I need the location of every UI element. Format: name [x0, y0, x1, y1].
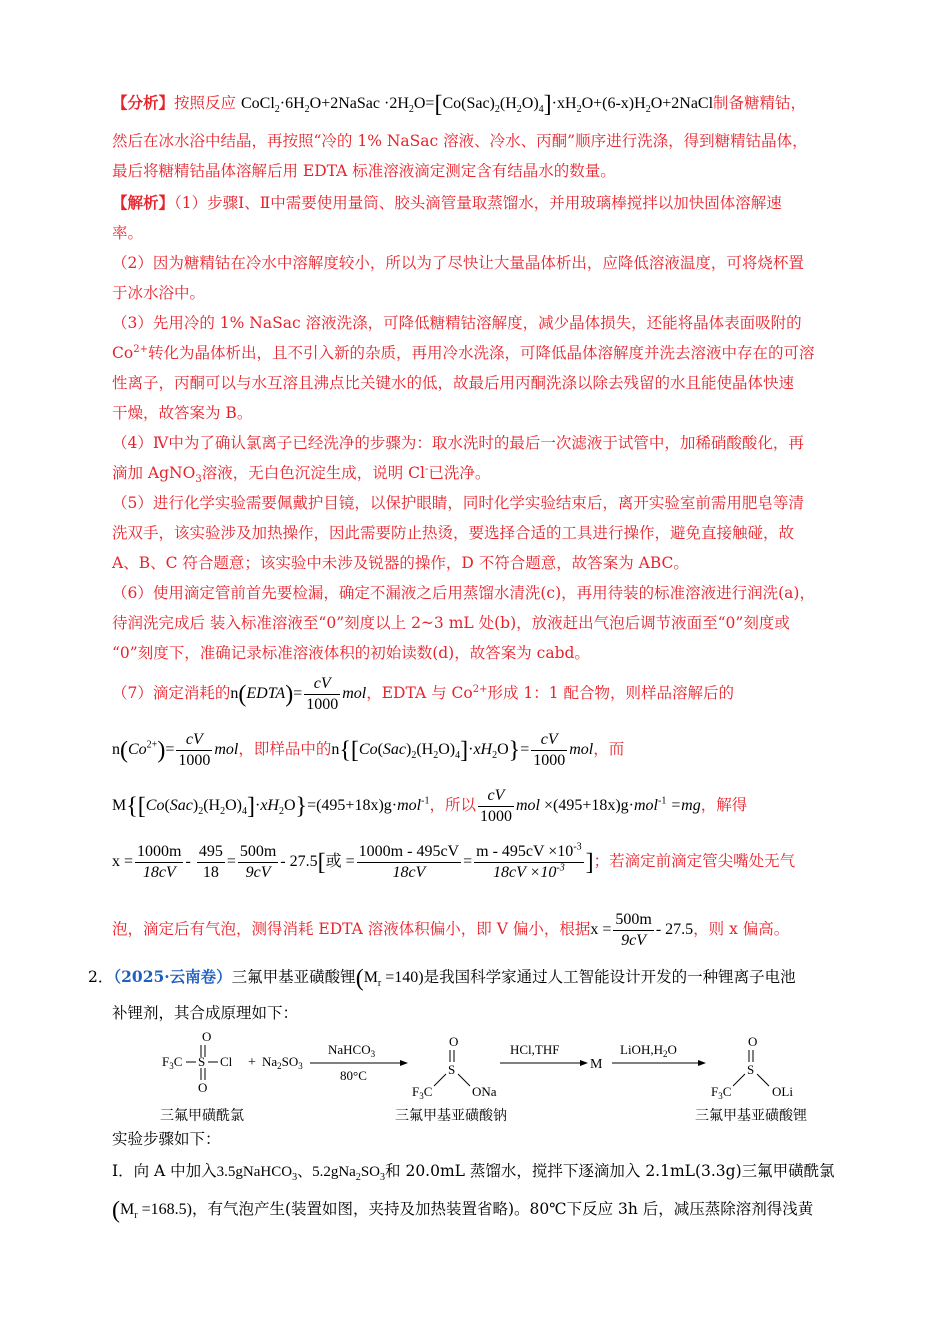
- svg-text:三氟甲磺酰氯: 三氟甲磺酰氯: [160, 1109, 244, 1124]
- explain-line-6: $Co^{2+}$转化为晶体析出，且不引入新的杂质，再用冷水洗涤，可降低晶体溶解度并洗去溶液中存在的可溶: [112, 343, 815, 362]
- svg-text:O: O: [748, 1034, 758, 1049]
- lithium-triflinate-structure: [711, 1034, 793, 1101]
- explain-line-4: 于冰水浴中。: [112, 284, 206, 302]
- explain-line-17: （7）滴定消耗的n(EDTA)= $\frac{cV}{1000}$ mol，EDTA 与 $Co^{2+}$形成 1：1 配合物，则样品溶解后的: [112, 675, 735, 713]
- question-number: 2．: [88, 968, 114, 986]
- explain-line-13: A、B、C 符合题意；该实验中未涉及锐器的操作，D 不符合题意，故答案为 ABC。: [112, 554, 689, 572]
- svg-text:80°C: 80°C: [340, 1068, 367, 1083]
- reaction-equation: $CoCl_2\cdot 6H_2O+2NaSac$ $\cdot 2H_2O=[Co(Sac)_2(H_2O)_4]\cdot xH_2O+(6-x)H_2O+2NaCl$: [240, 91, 714, 118]
- explain-line-2: 率。: [112, 224, 144, 242]
- explain-line-15: 待润洗完成后 装入标准溶液至“0”刻度以上 2~3 mL 处(b)，放液赶出气泡后调节液面至“0”刻度或: [112, 614, 790, 632]
- svg-text:O: O: [198, 1080, 208, 1095]
- svg-text:OLi: OLi: [772, 1084, 793, 1099]
- explain-line-10: 滴加 AgNO$_3$溶液，无白色沉淀生成，说明 Cl-已洗净。: [112, 463, 491, 486]
- sodium-triflinate-structure: [412, 1034, 497, 1101]
- step-1-line-2: $(M_r =168.5)$，有气泡产生(装置如图，夹持及加热装置省略)。80℃下反应 3h 后，减压蒸除溶剂得浅黄: [112, 1197, 814, 1224]
- explain-line-9: （4）Ⅳ中为了确认氯离子已经洗净的步骤为：取水洗时的最后一次滤液于试管中，加稀硝酸酸化，再: [112, 434, 804, 452]
- explain-line-21: 泡，滴定后有气泡，测得消耗 EDTA 溶液体积偏小，即 V 偏小，根据x = $\frac{500m}{9cV}$ - 27.5，则 x 偏高。: [112, 911, 790, 949]
- svg-text:F3C: $F_3C$: [412, 1084, 433, 1101]
- explain-line-7: 性离子，丙酮可以与水互溶且沸点比关键水的低，故最后用丙酮洗涤以除去残留的水且能使晶体快速: [112, 374, 795, 392]
- svg-text:F3C: $F_3C$: [711, 1084, 732, 1101]
- svg-text:三氟甲基亚磺酸钠: 三氟甲基亚磺酸钠: [395, 1109, 507, 1124]
- analysis-line-3: 最后将糖精钴晶体溶解后用 EDTA 标准溶液滴定测定含有结晶水的数量。: [112, 162, 616, 180]
- explain-line-1: [112, 192, 782, 214]
- step-1-line-1: I．向 A 中加入3.5gNaHCO$_3$、$5.2gNa_2SO_3$和 20.0mL 蒸馏水，搅拌下逐滴加入 2.1mL(3.3g)三氟甲磺酰氯: [112, 1162, 835, 1183]
- analysis-tag: 【分析】: [112, 93, 175, 112]
- svg-text:Na2SO3: $Na_2SO_3$: [262, 1054, 303, 1071]
- svg-text:Cl: Cl: [220, 1054, 233, 1069]
- svg-text:S: S: [448, 1062, 456, 1077]
- svg-text:S: S: [198, 1054, 206, 1069]
- explain-text: （1）步骤Ⅰ、Ⅱ中需要使用量筒、胶头滴管量取蒸馏水，并用玻璃棒搅拌以加快固体溶解速: [174, 194, 782, 212]
- explain-line-18: $n(Co^{2+})=$ $\frac{cV}{1000}$ mol，即样品中的$n\{[Co(Sac)_2(H_2O)_4]\cdot xH_2O\}=$ $\frac{cV}{1000}$ mol，而: [112, 731, 625, 769]
- explain-line-11: （5）进行化学实验需要佩戴护目镜，以保护眼睛，同时化学实验结束后，离开实验室前需用肥皂等清: [112, 494, 804, 512]
- reaction-scheme: [150, 1030, 880, 1130]
- question-source: （2025·云南卷）: [113, 967, 232, 986]
- svg-text:三氟甲基亚磺酸锂: 三氟甲基亚磺酸锂: [695, 1109, 807, 1124]
- svg-text:O: O: [449, 1034, 459, 1049]
- analysis-line-1: [112, 91, 807, 118]
- svg-text:F3C: $F_3C$: [162, 1054, 183, 1071]
- svg-text:O: O: [202, 1030, 212, 1044]
- explain-line-14: （6）使用滴定管前首先要检漏，确定不漏液之后用蒸馏水清洗(c)，再用待装的标准溶液进行润洗(a)，: [112, 584, 815, 602]
- explain-line-19: $M\{[Co(Sac)_2(H_2O)_4]\cdot xH_2O\}=(495+18x)g\cdot mol^{-1}$，所以 $\frac{cV}{1000}$ mol ×(495+18x)g·mol$^{-1}$ =mg，解得: [112, 787, 748, 825]
- explain-line-8: 干燥，故答案为 B。: [112, 404, 253, 422]
- svg-text:HCl,THF: HCl,THF: [510, 1042, 560, 1057]
- svg-text:+: +: [248, 1055, 256, 1070]
- question-2-line-2: 补锂剂，其合成原理如下：: [112, 1004, 299, 1022]
- explain-line-5: （3）先用冷的 1% NaSac 溶液洗涤，可降低糖精钴溶解度，减少晶体损失，还能将晶体表面吸附的: [112, 314, 802, 332]
- explain-tag: 【解析】: [112, 193, 175, 212]
- svg-text:M: M: [590, 1057, 603, 1072]
- question-2-line-1: 2．（2025·云南卷）三氟甲基亚磺酸锂$(M_r =140)$是我国科学家通过人工智能设计开发的一种锂离子电池: [88, 965, 796, 992]
- explain-line-16: “0”刻度下，准确记录标准溶液体积的初始读数(d)，故答案为 cabd。: [112, 644, 590, 662]
- explain-line-12: 洗双手，该实验涉及加热操作，因此需要防止热烫，要选择合适的工具进行操作，避免直接触碰，故: [112, 524, 795, 542]
- svg-text:S: S: [747, 1062, 755, 1077]
- svg-text:NaHCO3: NaHCO$_3$: [328, 1042, 376, 1059]
- analysis-text: 制备糖精钴，: [713, 94, 807, 112]
- explain-line-3: （2）因为糖精钴在冷水中溶解度较小，所以为了尽快让大量晶体析出，应降低溶液温度，可将烧杯置: [112, 254, 804, 272]
- steps-title: 实验步骤如下：: [112, 1130, 221, 1148]
- svg-text:ONa: ONa: [472, 1084, 497, 1099]
- analysis-text: 按照反应: [174, 94, 237, 112]
- explain-line-20: x = $\frac{1000m}{18cV}$ - $\frac{495}{18}$ = $\frac{500m}{9cV}$ - 27.5[或 = $\frac{1000m - 495cV}{18cV}$ = $\frac{m - 495cV \times 10^{-3}}{18cV \times 10^{-3}}$ ]；若滴定前滴定管尖嘴处无气: [112, 841, 796, 881]
- triflyl-chloride-structure: [162, 1030, 233, 1095]
- svg-text:LiOH,H2O: $LiOH,H_2O$: [620, 1042, 677, 1059]
- analysis-line-2: 然后在冰水浴中结晶，再按照“冷的 1% NaSac 溶液、冷水、丙酮”顺序进行洗涤，得到糖精钴晶体，: [112, 132, 808, 150]
